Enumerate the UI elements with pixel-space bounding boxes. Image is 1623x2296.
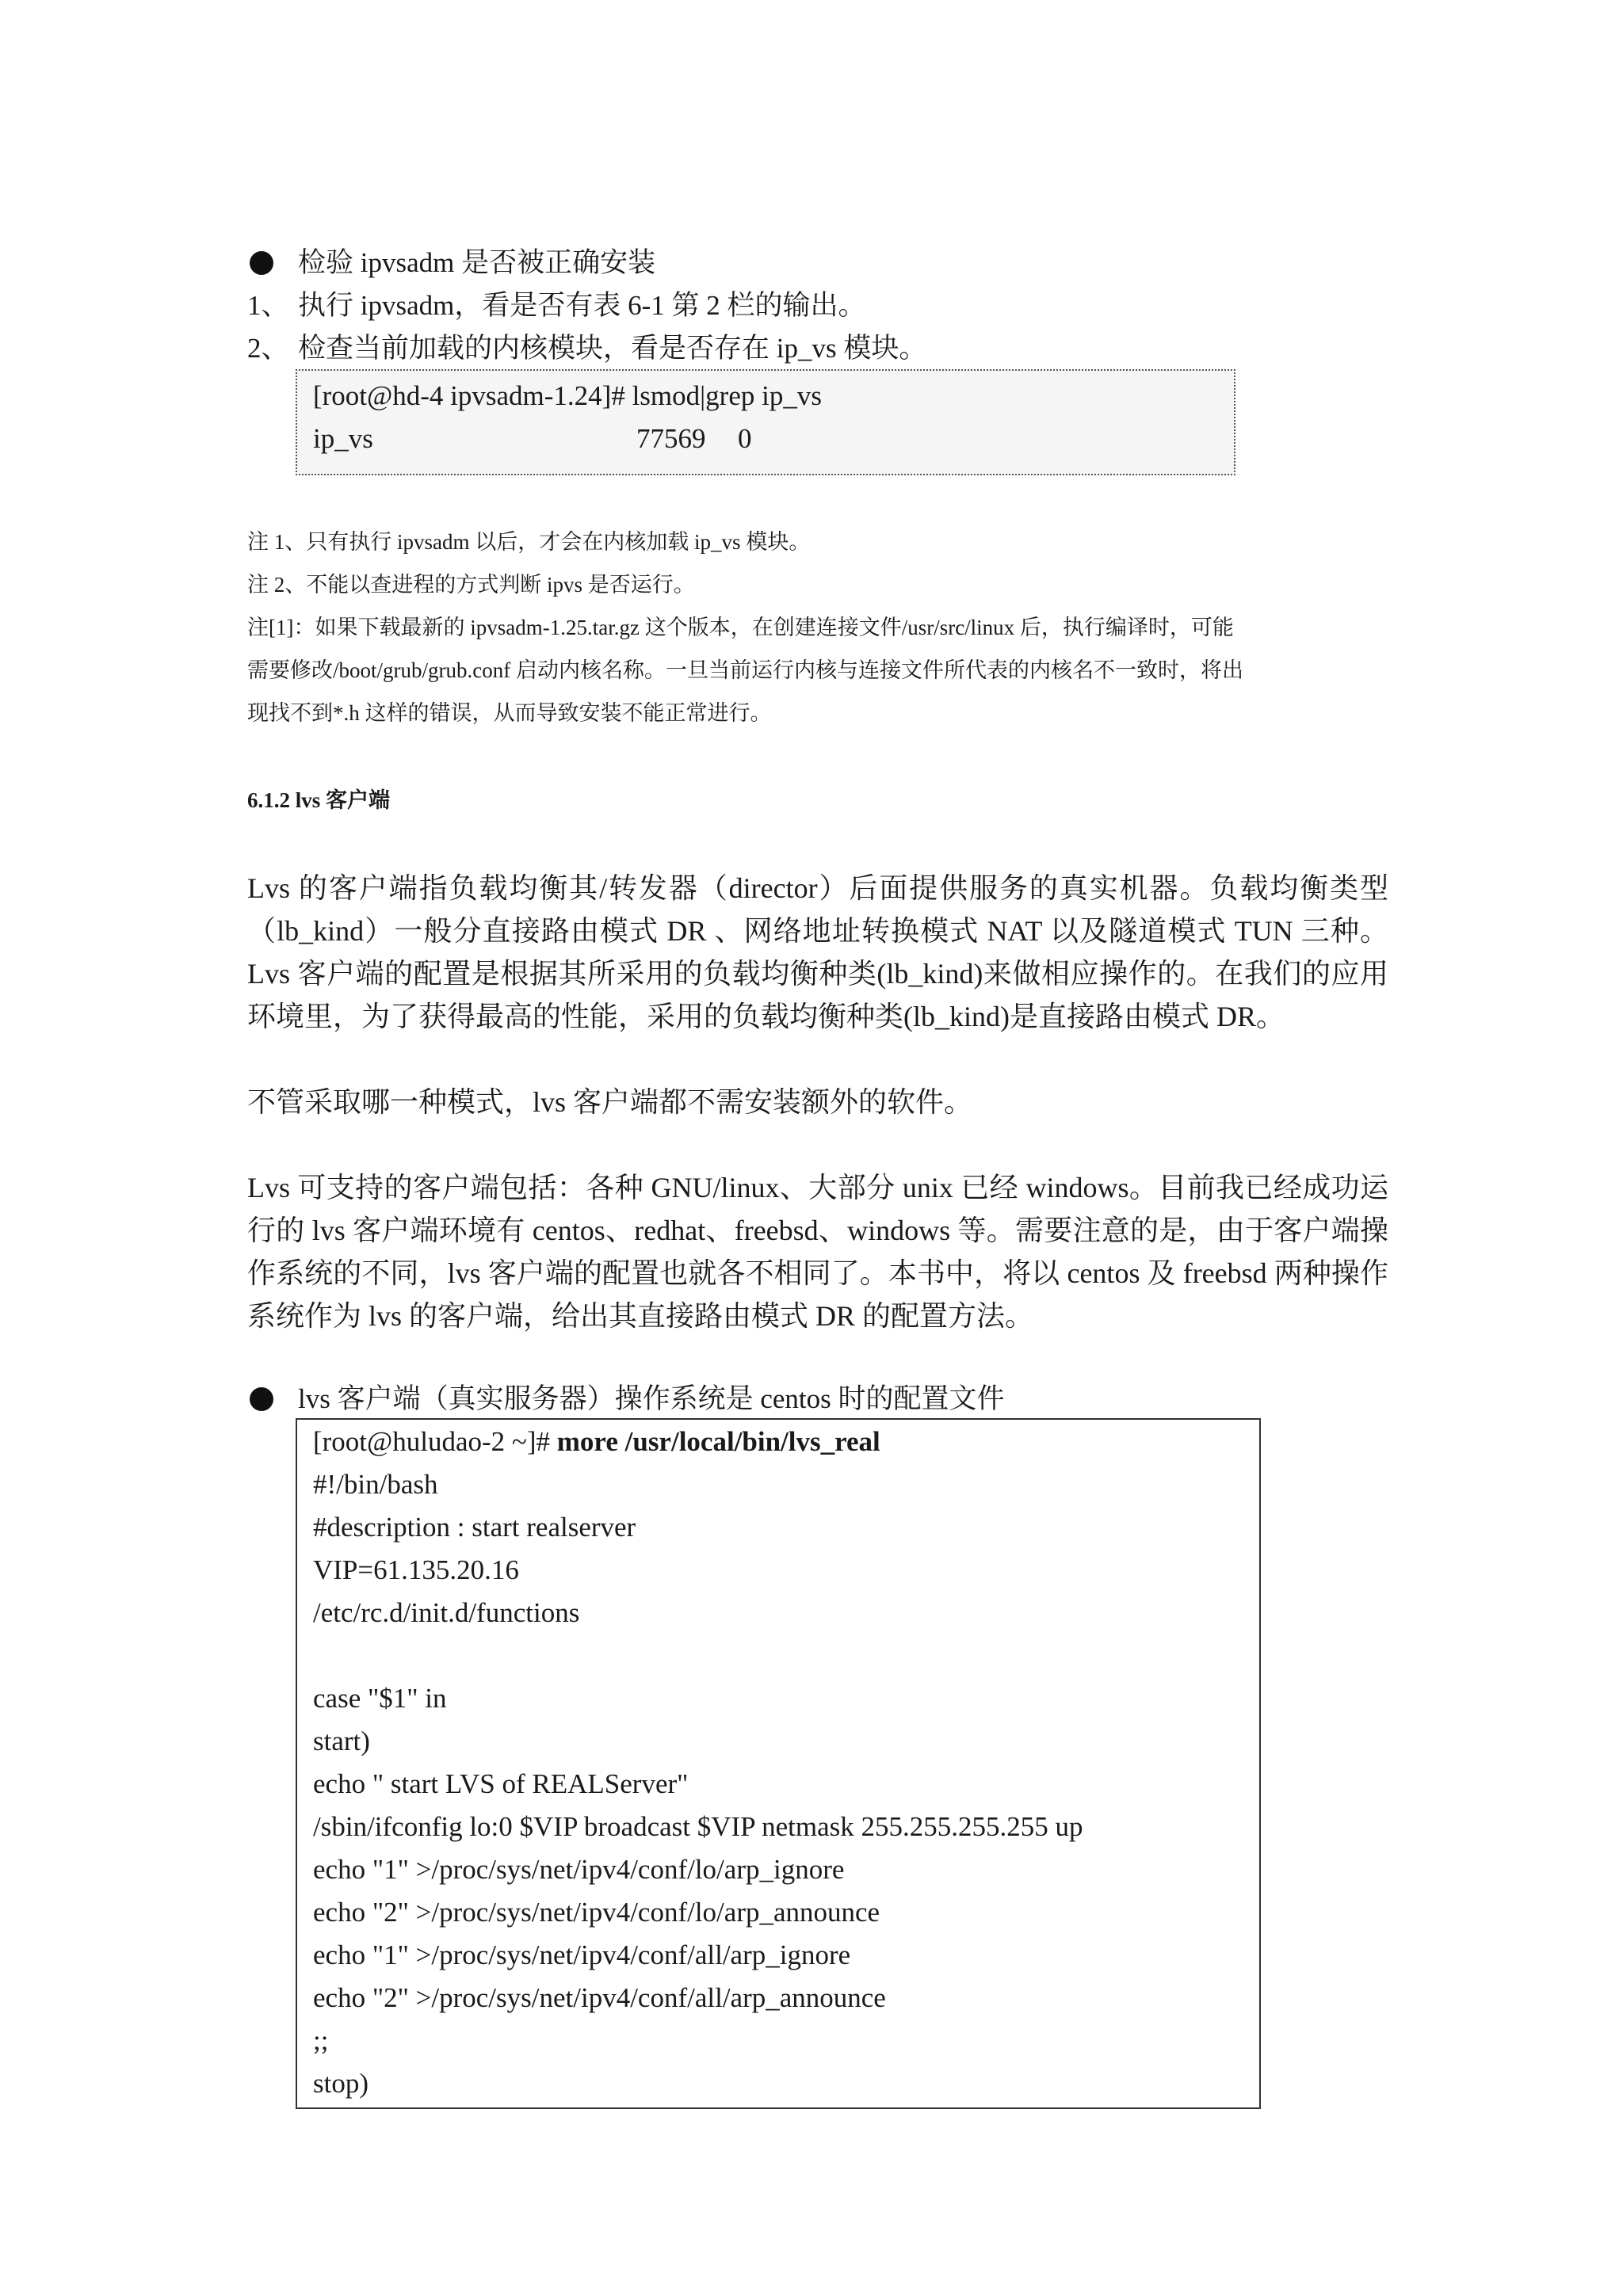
note-text: 注[1]：如果下载最新的 ipvsadm-1.25.tar.gz 这个版本，在创建连接文件/usr/src/linux 后，执行编译时，可能 — [247, 616, 1234, 639]
step-number: 2、 — [247, 333, 289, 364]
code-line: echo "1" >/proc/sys/net/ipv4/conf/lo/arp_ignore — [313, 1854, 845, 1885]
code-line: /etc/rc.d/init.d/functions — [313, 1597, 580, 1628]
paragraph-line: Lvs 客户端的配置是根据其所采用的负载均衡种类(lb_kind)来做相应操作的。在我们的应用 — [247, 958, 1388, 990]
code-line: #description : start realserver — [313, 1512, 636, 1543]
paragraph-line: 行的 lvs 客户端环境有 centos、redhat、freebsd、windows 等。需要注意的是，由于客户端操 — [247, 1215, 1388, 1246]
code-line: ;; — [313, 2025, 329, 2056]
code-line: start) — [313, 1726, 370, 1756]
step-text: 检查当前加载的内核模块，看是否存在 ip_vs 模块。 — [298, 333, 927, 364]
code-line: #!/bin/bash — [313, 1469, 438, 1500]
code-line: echo "2" >/proc/sys/net/ipv4/conf/lo/arp_announce — [313, 1897, 880, 1928]
code-line: VIP=61.135.20.16 — [313, 1554, 519, 1585]
code-line-prompt — [313, 1426, 880, 1458]
paragraph-line: Lvs 可支持的客户端包括：各种 GNU/linux、大部分 unix 已经 windows。目前我已经成功运 — [247, 1172, 1388, 1203]
code-listing-box — [296, 1418, 1261, 2109]
shell-prompt: [root@huludao-2 ~]# — [313, 1426, 557, 1457]
paragraph-line: （lb_kind）一般分直接路由模式 DR 、网络地址转换模式 NAT 以及隧道模式 TUN 三种。 — [247, 915, 1388, 947]
paragraph-line: 系统作为 lvs 的客户端，给出其直接路由模式 DR 的配置方法。 — [247, 1300, 1034, 1332]
code-line: case "$1" in — [313, 1683, 447, 1714]
terminal-output-box — [296, 369, 1235, 475]
terminal-cell: 77569 — [636, 423, 706, 454]
paragraph — [247, 867, 1388, 1038]
paragraph-line: 环境里，为了获得最高的性能，采用的负载均衡种类(lb_kind)是直接路由模式 DR。 — [247, 1001, 1285, 1032]
code-line: /sbin/ifconfig lo:0 $VIP broadcast $VIP netmask 255.255.255.255 up — [313, 1811, 1083, 1842]
paragraph-line: 不管采取哪一种模式，lvs 客户端都不需安装额外的软件。 — [247, 1086, 973, 1118]
terminal-line: [root@hd-4 ipvsadm-1.24]# lsmod|grep ip_vs — [313, 380, 822, 411]
bullet-heading: lvs 客户端（真实服务器）操作系统是 centos 时的配置文件 — [298, 1383, 1005, 1414]
bullet-heading: 检验 ipvsadm 是否被正确安装 — [298, 247, 656, 278]
step-text: 执行 ipvsadm，看是否有表 6-1 第 2 栏的输出。 — [298, 290, 866, 321]
code-line: stop) — [313, 2068, 369, 2099]
section-heading: 6.1.2 lvs 客户端 — [247, 788, 391, 812]
note-text: 需要修改/boot/grub/grub.conf 启动内核名称。一旦当前运行内核与连接文件所代表的内核名不一致时，将出 — [247, 658, 1243, 682]
code-line: echo "2" >/proc/sys/net/ipv4/conf/all/arp_announce — [313, 1982, 886, 2013]
note-text: 注 1、只有执行 ipvsadm 以后，才会在内核加载 ip_vs 模块。 — [247, 530, 811, 554]
bullet-icon — [250, 1387, 273, 1411]
note-text: 现找不到*.h 这样的错误，从而导致安装不能正常进行。 — [247, 701, 772, 725]
shell-command: more /usr/local/bin/lvs_real — [556, 1426, 880, 1457]
code-line: echo "1" >/proc/sys/net/ipv4/conf/all/arp_ignore — [313, 1939, 851, 1970]
paragraph-line: Lvs 的客户端指负载均衡其/转发器（director）后面提供服务的真实机器。负载均衡类型 — [247, 872, 1388, 904]
code-line: echo " start LVS of REALServer" — [313, 1768, 689, 1799]
paragraph-line: 作系统的不同，lvs 客户端的配置也就各不相同了。本书中，将以 centos 及 freebsd 两种操作 — [247, 1257, 1388, 1289]
paragraph — [247, 1166, 1388, 1337]
note-text: 注 2、不能以查进程的方式判断 ipvs 是否运行。 — [247, 573, 695, 597]
bullet-icon — [250, 251, 273, 275]
terminal-cell: 0 — [738, 423, 752, 454]
step-number: 1、 — [247, 290, 289, 321]
paragraph — [247, 1081, 1388, 1123]
terminal-cell: ip_vs — [313, 423, 373, 454]
